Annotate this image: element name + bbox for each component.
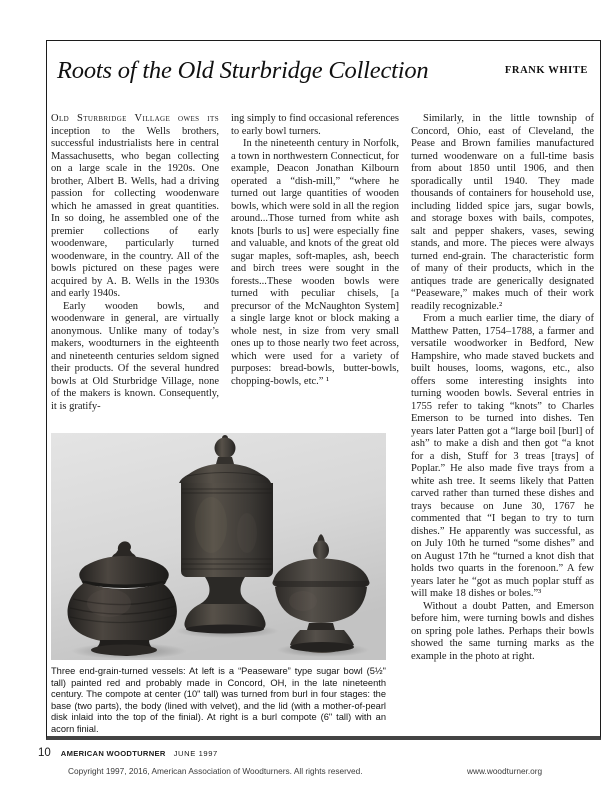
article-title: Roots of the Old Sturbridge Collection <box>57 57 429 84</box>
page-number: 10 <box>38 747 51 759</box>
copyright-notice: Copyright 1997, 2016, American Association of Woodturners. All rights reserved. <box>68 766 363 776</box>
vessels-photo <box>51 433 386 660</box>
paragraph: Similarly, in the little township of Concord, Ohio, east of Cleveland, the Pease and Brown families manufactured turned woodenware on a full-time basis from about 1850 until 1906, and then sporadically until 1940. They made thousands of containers for household use, including lidded spice jars, sugar bowls, and storage boxes with bails, compotes, salt and pepper shakers, vases, sewing stands, and more. The pieces were always turned end-grain. The characteristic form of many of their products, which in the antiques trade are generically designated “Peaseware,” makes much of their work readily recognizable.² <box>411 113 594 312</box>
paragraph: From a much earlier time, the diary of Matthew Patten, 1754–1788, a farmer and versatile woodworker in Bedford, New Hampshire, who made staved buckets and built houses, looms, wagons, etc., also offers some interesting insights into turning wooden bowls. Several entries in 1755 refer to taking “knots” to Charles Emerson to be turned into dishes. Ten years later Patten got a “large boil [burl] of ash” to make a dish and then got “a knot for a dish, Stuff for 3 treas [trays] of Poplar.” He also made five trays from a white ash tree. It seems likely that Patten carved rather than turned these dishes and trays because on June 30, 1767 he commented that “I began to try to turn dishes.” He apparently was successful, as on July 10th he turned “some dishes” and on August 17th he “turned a knot dish that holds two quarts in the forenoon.” A few years later he “got as much poplar stuff as will make 18 dishes or boles.”³ <box>411 313 594 599</box>
page-frame <box>46 40 601 740</box>
smallcaps-lead: Old Sturbridge Village owes its <box>51 113 219 124</box>
issue-date: JUNE 1997 <box>173 749 218 758</box>
article-body <box>51 113 594 736</box>
text-column-3 <box>411 113 594 719</box>
paragraph: ing simply to find occasional references to early bowl turners. <box>231 113 399 137</box>
paragraph: Without a doubt Patten, and Emerson before him, were turning bowls and dishes on spring pole lathes. Perhaps their bowls showed the same turning marks as the example in the photo at right. <box>411 600 594 662</box>
photo-caption: Three end-grain-turned vessels: At left is a “Peaseware” type sugar bowl (5½" tall) painted red and probably made in Concord, OH, in the late nineteenth century. The compote at center (10" tall) was turned from burl in four stages: the base (two parts), the body (lined with velvet), and the lid (with a mother-of-pearl disk inlaid into the top of the finial). At right is a burl compote (6" tall) with an acorn finial. <box>51 666 386 734</box>
magazine-name: AMERICAN WOODTURNER <box>60 749 166 758</box>
text-column-1 <box>51 113 219 425</box>
article-author: FRANK WHITE <box>504 65 588 76</box>
paragraph: Old Sturbridge Village owes its inception to the Wells brothers, successful industrialists here in central Massachusetts, who began collecting on a large scale in the 1920s. One brother, Albert B. Wells, had a driving passion for collecting woodenware which he amassed in great quantities. In so doing, he assembled one of the premier collections of early woodenware, particularly turned woodenware, in the country. All of the bowls pictured on these pages were acquired by A. B. Wells in the 1930s and early 1940s. <box>51 113 219 299</box>
paragraph: Early wooden bowls, and woodenware in general, are virtually anonymous. Unlike many of today’s makers, woodturners in the eighteenth and nineteenth centuries seldom signed their products. Of the several hundred bowls at Old Sturbridge Village, none of the makers is known. Consequently, it is gratify- <box>51 300 219 412</box>
website-url: www.woodturner.org <box>467 766 543 776</box>
folio-line <box>38 747 218 759</box>
article-header <box>57 57 588 93</box>
left-columns-and-photo <box>51 113 399 736</box>
vessels-photo-image <box>51 433 386 660</box>
text-column-2 <box>231 113 399 425</box>
paragraph: In the nineteenth century in Norfolk, a town in northwestern Connecticut, for example, Deacon Jonathan Kilbourn operated a “dish-mill,” “where he turned out large quantities of wooden bowls, which were sold in all the region around...Those turned from white ash knots [burls to us] were especially fine and valuable, and knots of the great old sugar maples, soft-maples, ash, beech and birch trees were sought in the forests...These wooden bowls were turned with peculiar chisels, [a precursor of the McNaughton System] a single large knot or block making a whole nest, in size from very small ones up to those nearly two feet across, which were used for a variety of purposes: bread-bowls, butter-bowls, chopping-bowls, etc.” ¹ <box>231 138 399 387</box>
